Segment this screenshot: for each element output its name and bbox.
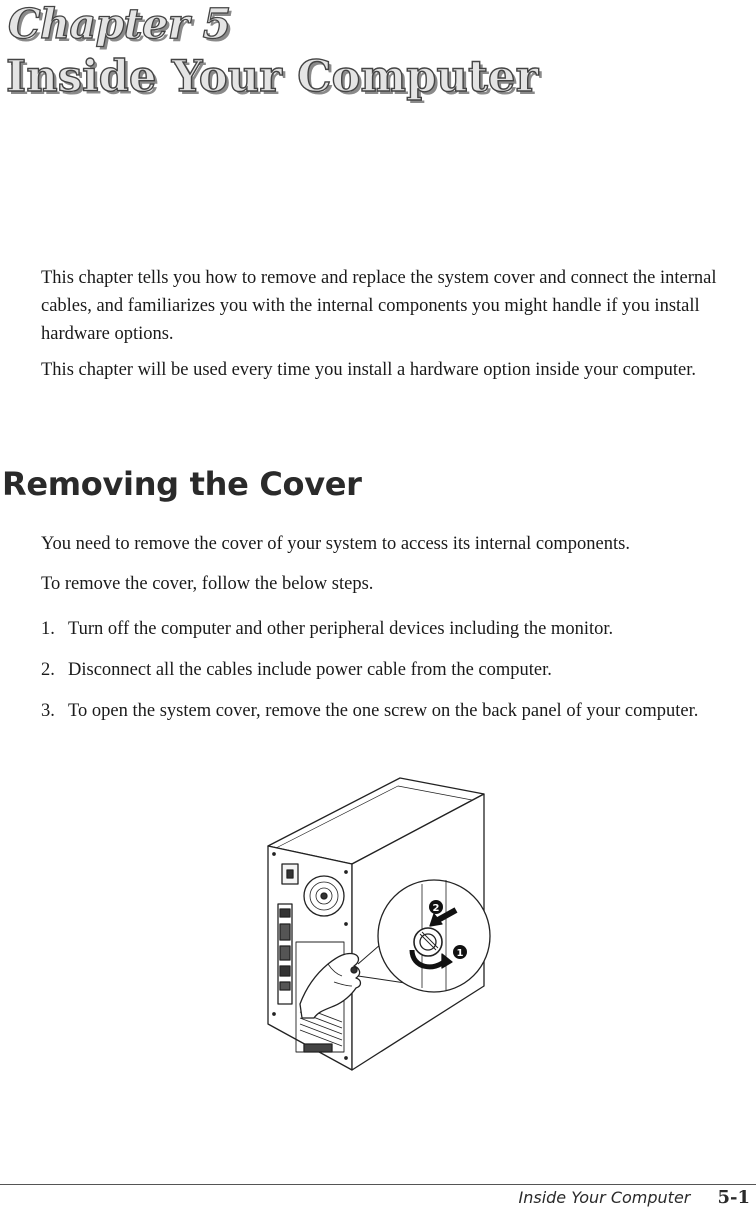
step-number: 1.: [41, 619, 55, 639]
fan-grille: [304, 876, 344, 916]
callout-1: [453, 945, 467, 959]
intro-paragraph: This chapter tells you how to remove and replace the system cover and connect the internal cables, and familiarizes you with the internal components you might handle if you install hardware options.: [41, 268, 717, 344]
back-panel-screw: [351, 967, 357, 973]
intro-paragraph: This chapter will be used every time you install a hardware option inside your computer.: [41, 360, 697, 380]
step-text: To open the system cover, remove the one screw on the back panel of your computer.: [68, 701, 699, 721]
step-number: 3.: [41, 701, 55, 721]
footer-page-number: 5-1: [717, 1187, 750, 1208]
footer-running-title: Inside Your Computer: [518, 1188, 691, 1207]
section-paragraph: You need to remove the cover of your system to access its internal components.: [41, 534, 630, 554]
step-item: [41, 656, 741, 684]
step-text: Turn off the computer and other peripheral devices including the monitor.: [68, 619, 614, 639]
computer-back-panel-illustration: [262, 774, 498, 1074]
section-heading: Removing the Cover: [2, 465, 362, 503]
steps-list: [41, 615, 741, 738]
callout-2: [429, 900, 443, 914]
step-item: [41, 615, 741, 643]
chapter-label: Chapter 5: [8, 0, 231, 48]
step-item: [41, 697, 741, 725]
step-text: Disconnect all the cables include power cable from the computer.: [68, 660, 552, 680]
svg-text:2: 2: [432, 903, 440, 914]
chapter-title: Inside Your Computer: [6, 52, 539, 102]
svg-text:1: 1: [456, 948, 464, 959]
page-footer: [519, 1187, 751, 1208]
footer-rule: [0, 1184, 756, 1185]
step-number: 2.: [41, 660, 55, 680]
section-paragraph: To remove the cover, follow the below steps.: [41, 574, 374, 594]
